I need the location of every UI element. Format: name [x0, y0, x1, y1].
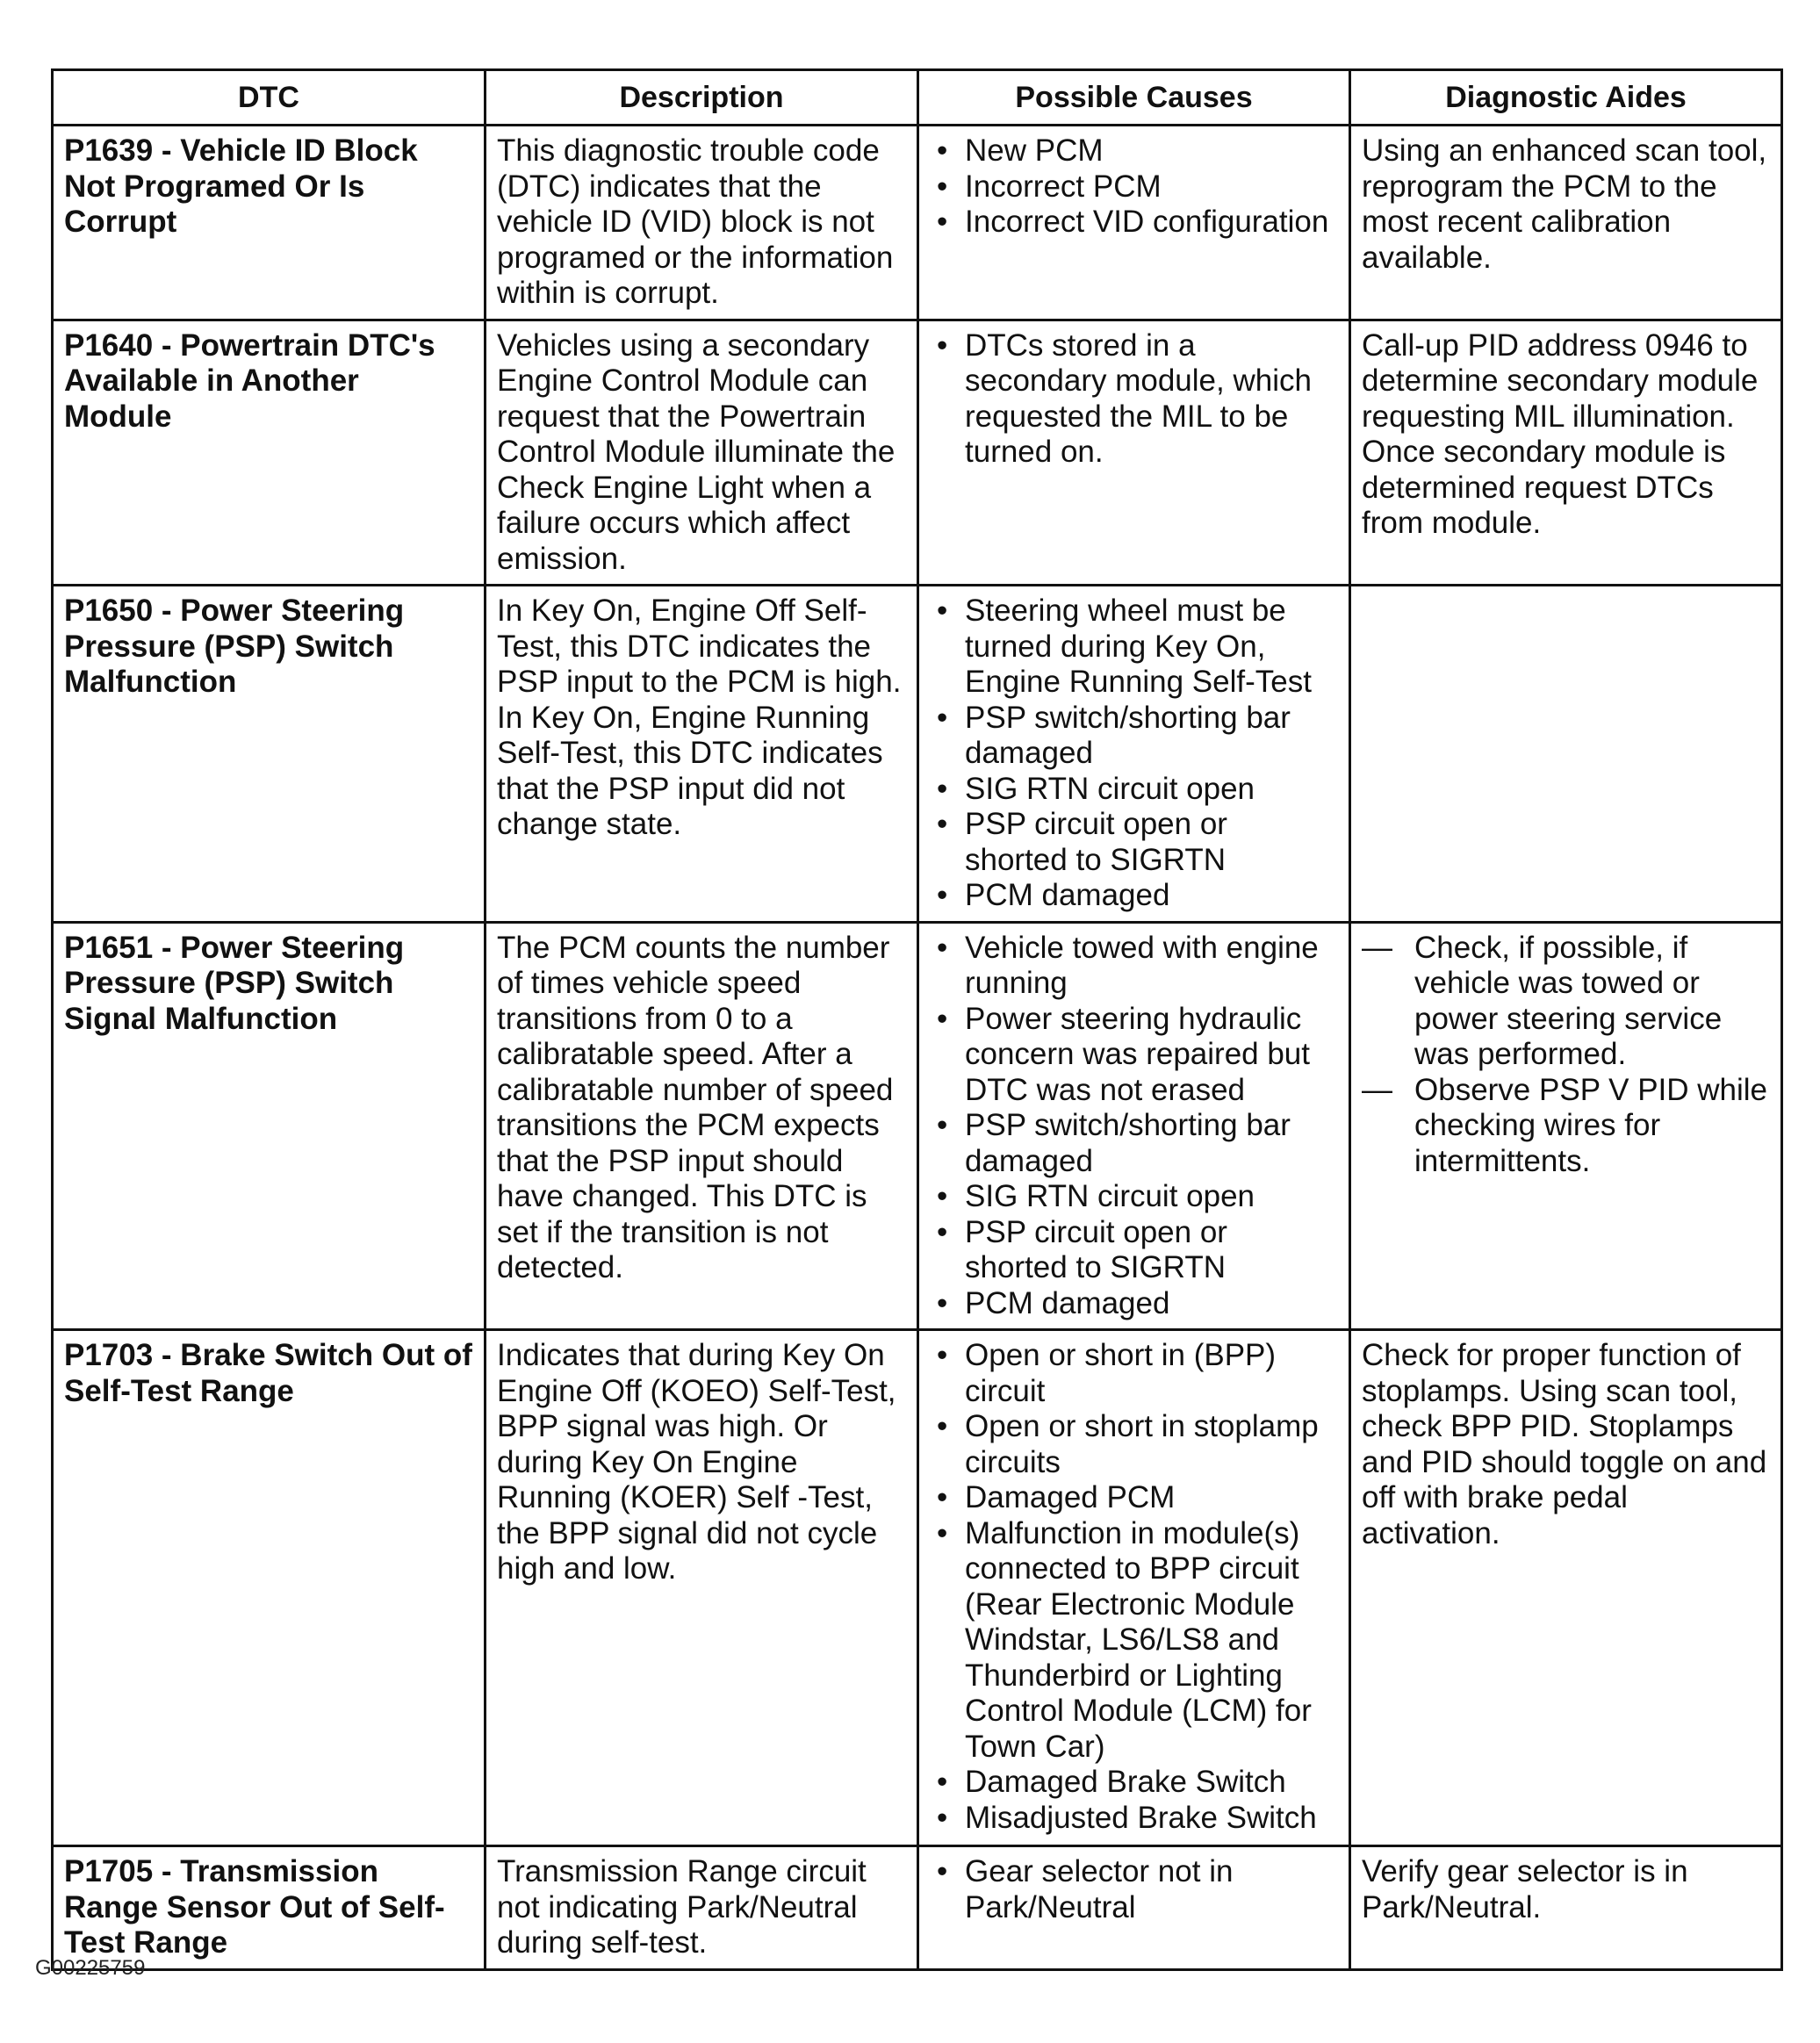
table-row: [53, 1846, 1782, 1970]
description-cell: Vehicles using a secondary Engine Control Module can request that the Powertrain Control Module illuminate the Check Engine Light when a failure occurs which affect emission.: [486, 320, 918, 586]
cause-item: • Open or short in stoplamp circuits: [930, 1409, 1338, 1480]
aide-item: — Check, if possible, if vehicle was towed or power steering service was performed.: [1362, 931, 1770, 1073]
table-header-row: [53, 70, 1782, 126]
cause-item: • Malfunction in module(s) connected to BPP circuit (Rear Electronic Module Windstar, LS6/LS8 and Thunderbird or Lighting Control Module (LCM) for Town Car): [930, 1516, 1338, 1766]
causes-cell: [918, 320, 1350, 586]
description-cell: Transmission Range circuit not indicating Park/Neutral during self-test.: [486, 1846, 918, 1970]
cause-item: • Power steering hydraulic concern was repaired but DTC was not erased: [930, 1002, 1338, 1109]
aides-cell: Verify gear selector is in Park/Neutral.: [1350, 1846, 1782, 1970]
dtc-table-container: [51, 68, 1780, 1971]
table-row: [53, 1330, 1782, 1846]
aide-item: — Observe PSP V PID while checking wires for intermittents.: [1362, 1073, 1770, 1180]
header-possible-causes: Possible Causes: [918, 70, 1350, 126]
cause-item: • DTCs stored in a secondary module, which requested the MIL to be turned on.: [930, 328, 1338, 471]
cause-item: • PCM damaged: [930, 878, 1338, 914]
aides-list: [1362, 931, 1770, 1180]
header-diagnostic-aides: Diagnostic Aides: [1350, 70, 1782, 126]
cause-item: • SIG RTN circuit open: [930, 1179, 1338, 1215]
dtc-code-cell: P1703 - Brake Switch Out of Self-Test Range: [53, 1330, 486, 1846]
figure-id: G00225759: [35, 1956, 146, 1980]
aides-cell: Using an enhanced scan tool, reprogram the PCM to the most recent calibration available.: [1350, 126, 1782, 320]
aides-cell: [1350, 922, 1782, 1330]
dtc-code-cell: P1639 - Vehicle ID Block Not Programed Or Is Corrupt: [53, 126, 486, 320]
table-row: [53, 320, 1782, 586]
cause-item: • PCM damaged: [930, 1286, 1338, 1322]
causes-cell: [918, 922, 1350, 1330]
dtc-table: [51, 68, 1783, 1971]
causes-list: [930, 1338, 1338, 1836]
dtc-code-cell: P1651 - Power Steering Pressure (PSP) Switch Signal Malfunction: [53, 922, 486, 1330]
table-row: [53, 922, 1782, 1330]
aides-cell: Call-up PID address 0946 to determine secondary module requesting MIL illumination. Once secondary module is determined request DTCs from module.: [1350, 320, 1782, 586]
table-row: [53, 586, 1782, 923]
description-cell: In Key On, Engine Off Self-Test, this DTC indicates the PSP input to the PCM is high. In Key On, Engine Running Self-Test, this DTC indicates that the PSP input did not change state.: [486, 586, 918, 923]
cause-item: • PSP switch/shorting bar damaged: [930, 701, 1338, 772]
aides-cell: [1350, 586, 1782, 923]
cause-item: • New PCM: [930, 133, 1338, 169]
cause-item: • Damaged PCM: [930, 1480, 1338, 1516]
dtc-code-cell: P1705 - Transmission Range Sensor Out of Self-Test Range: [53, 1846, 486, 1970]
causes-list: [930, 133, 1338, 241]
cause-item: • PSP switch/shorting bar damaged: [930, 1108, 1338, 1179]
cause-item: • SIG RTN circuit open: [930, 772, 1338, 808]
dtc-code-cell: P1650 - Power Steering Pressure (PSP) Switch Malfunction: [53, 586, 486, 923]
cause-item: • Misadjusted Brake Switch: [930, 1801, 1338, 1837]
cause-item: • Incorrect VID configuration: [930, 205, 1338, 241]
cause-item: • Open or short in (BPP) circuit: [930, 1338, 1338, 1409]
description-cell: Indicates that during Key On Engine Off (KOEO) Self-Test, BPP signal was high. Or during Key On Engine Running (KOER) Self -Test, the BPP signal did not cycle high and low.: [486, 1330, 918, 1846]
cause-item: • Gear selector not in Park/Neutral: [930, 1854, 1338, 1925]
causes-cell: [918, 1330, 1350, 1846]
cause-item: • Damaged Brake Switch: [930, 1765, 1338, 1801]
header-description: Description: [486, 70, 918, 126]
description-cell: This diagnostic trouble code (DTC) indicates that the vehicle ID (VID) block is not programed or the information within is corrupt.: [486, 126, 918, 320]
cause-item: • Steering wheel must be turned during Key On, Engine Running Self-Test: [930, 593, 1338, 701]
causes-list: [930, 328, 1338, 471]
causes-cell: [918, 1846, 1350, 1970]
causes-list: [930, 931, 1338, 1322]
aides-cell: Check for proper function of stoplamps. Using scan tool, check BPP PID. Stoplamps and PID should toggle on and off with brake pedal activation.: [1350, 1330, 1782, 1846]
causes-cell: [918, 126, 1350, 320]
causes-list: [930, 1854, 1338, 1925]
dtc-code-cell: P1640 - Powertrain DTC's Available in Another Module: [53, 320, 486, 586]
causes-list: [930, 593, 1338, 914]
causes-cell: [918, 586, 1350, 923]
cause-item: • PSP circuit open or shorted to SIGRTN: [930, 807, 1338, 878]
header-dtc: DTC: [53, 70, 486, 126]
description-cell: The PCM counts the number of times vehicle speed transitions from 0 to a calibratable speed. After a calibratable number of speed transitions the PCM expects that the PSP input should have changed. This DTC is set if the transition is not detected.: [486, 922, 918, 1330]
table-row: [53, 126, 1782, 320]
cause-item: • Vehicle towed with engine running: [930, 931, 1338, 1002]
cause-item: • Incorrect PCM: [930, 169, 1338, 205]
cause-item: • PSP circuit open or shorted to SIGRTN: [930, 1215, 1338, 1286]
